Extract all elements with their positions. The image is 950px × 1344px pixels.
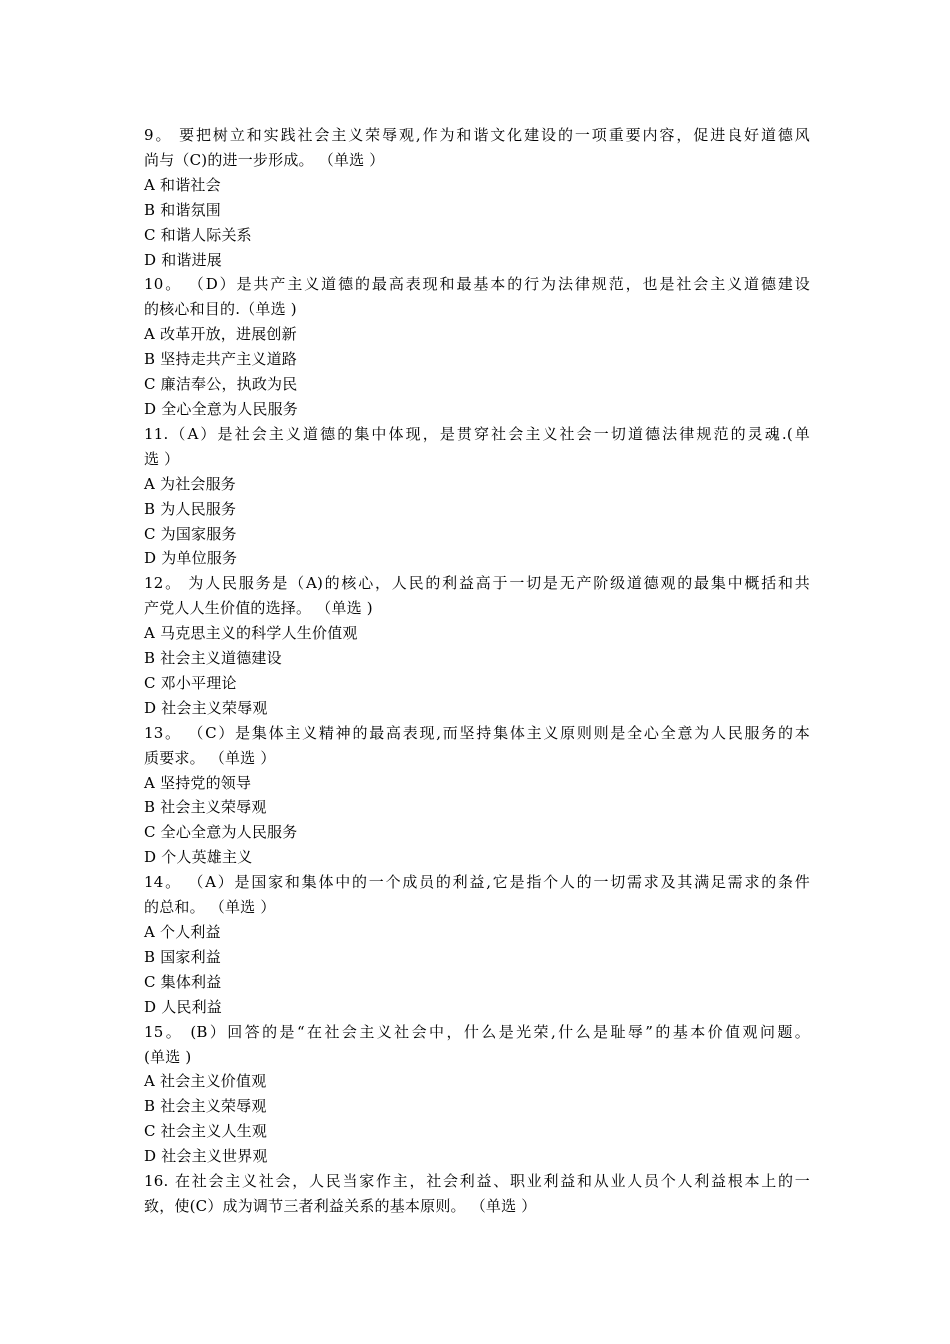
question-13-option-c: C 全心全意为人民服务 <box>144 823 298 842</box>
question-13-option-a: A 坚持党的领导 <box>144 773 252 792</box>
question-12-option-d: D 社会主义荣辱观 <box>144 698 268 717</box>
question-12-option-c: C 邓小平理论 <box>144 673 237 692</box>
question-9-option-c: C 和谐人际关系 <box>144 225 252 244</box>
question-13-stem-line-1: 13。 （C）是集体主义精神的最高表现,而坚持集体主义原则则是全心全意为人民服务的本 <box>144 723 810 742</box>
question-11-option-d: D 为单位服务 <box>144 549 238 568</box>
question-10-stem-line-1: 10。 （D）是共产主义道德的最高表现和最基本的行为法律规范，也是社会主义道德建设 <box>144 275 810 294</box>
question-9-stem-line-2: 尚与（C)的进一步形成。 （单选 ） <box>144 150 385 169</box>
question-13-option-d: D 个人英雄主义 <box>144 848 253 867</box>
question-10-option-a: A 改革开放，进展创新 <box>144 325 297 344</box>
question-13-stem-line-2: 质要求。 （单选 ） <box>144 748 276 767</box>
question-14-option-a: A 个人利益 <box>144 923 221 941</box>
question-14-option-c: C 集体利益 <box>144 972 222 991</box>
question-12-option-b: B 社会主义道德建设 <box>144 649 282 668</box>
question-11-stem-line-2: 选 ） <box>144 449 180 468</box>
question-9-stem-line-1: 9。 要把树立和实践社会主义荣辱观,作为和谐文化建设的一项重要内容，促进良好道德风 <box>144 126 810 144</box>
question-15-stem-line-1: 15。 (B）回答的是“在社会主义社会中，什么是光荣,什么是耻辱”的基本价值观问题。 <box>144 1022 810 1041</box>
question-9-option-a: A 和谐社会 <box>144 175 221 194</box>
question-11-stem-line-1: 11.（A）是社会主义道德的集中体现，是贯穿社会主义社会一切道德法律规范的灵魂.(单 <box>144 424 810 443</box>
question-11-option-b: B 为人民服务 <box>144 499 237 518</box>
question-15-option-d: D 社会主义世界观 <box>144 1147 268 1166</box>
question-14-option-b: B 国家利益 <box>144 947 221 966</box>
question-15-option-c: C 社会主义人生观 <box>144 1122 268 1141</box>
question-14-stem-line-2: 的总和。 （单选 ） <box>144 898 276 917</box>
question-11-option-a: A 为社会服务 <box>144 474 237 493</box>
question-10-option-b: B 坚持走共产主义道路 <box>144 350 297 369</box>
question-15-option-a: A 社会主义价值观 <box>144 1072 267 1091</box>
question-14-option-d: D 人民利益 <box>144 997 222 1016</box>
question-10-stem-line-2: 的核心和目的.（单选 ) <box>144 300 297 319</box>
question-14-stem-line-1: 14。 （A）是国家和集体中的一个成员的利益,它是指个人的一切需求及其满足需求的条件 <box>144 873 810 892</box>
question-9-option-d: D 和谐进展 <box>144 250 222 269</box>
question-15-stem-line-2: (单选 ) <box>144 1047 192 1066</box>
question-12-option-a: A 马克思主义的科学人生价值观 <box>144 624 358 643</box>
question-13-option-b: B 社会主义荣辱观 <box>144 798 267 817</box>
question-11-option-c: C 为国家服务 <box>144 524 237 543</box>
question-9-option-b: B 和谐氛围 <box>144 200 221 219</box>
question-10-option-c: C 廉洁奉公，执政为民 <box>144 375 298 394</box>
question-text-block <box>144 123 810 1219</box>
question-16-stem-line-1: 16. 在社会主义社会，人民当家作主，社会利益、职业利益和从业人员个人利益根本上的一 <box>144 1172 810 1191</box>
question-10-option-d: D 全心全意为人民服务 <box>144 399 298 418</box>
question-15-option-b: B 社会主义荣辱观 <box>144 1097 267 1116</box>
question-12-stem-line-1: 12。 为人民服务是（A)的核心，人民的利益高于一切是无产阶级道德观的最集中概括和共 <box>144 574 810 593</box>
question-12-stem-line-2: 产党人人生价值的选择。 （单选 ) <box>144 599 373 618</box>
question-16-stem-line-2: 致，使(C）成为调节三者利益关系的基本原则。 （单选 ） <box>144 1196 537 1215</box>
